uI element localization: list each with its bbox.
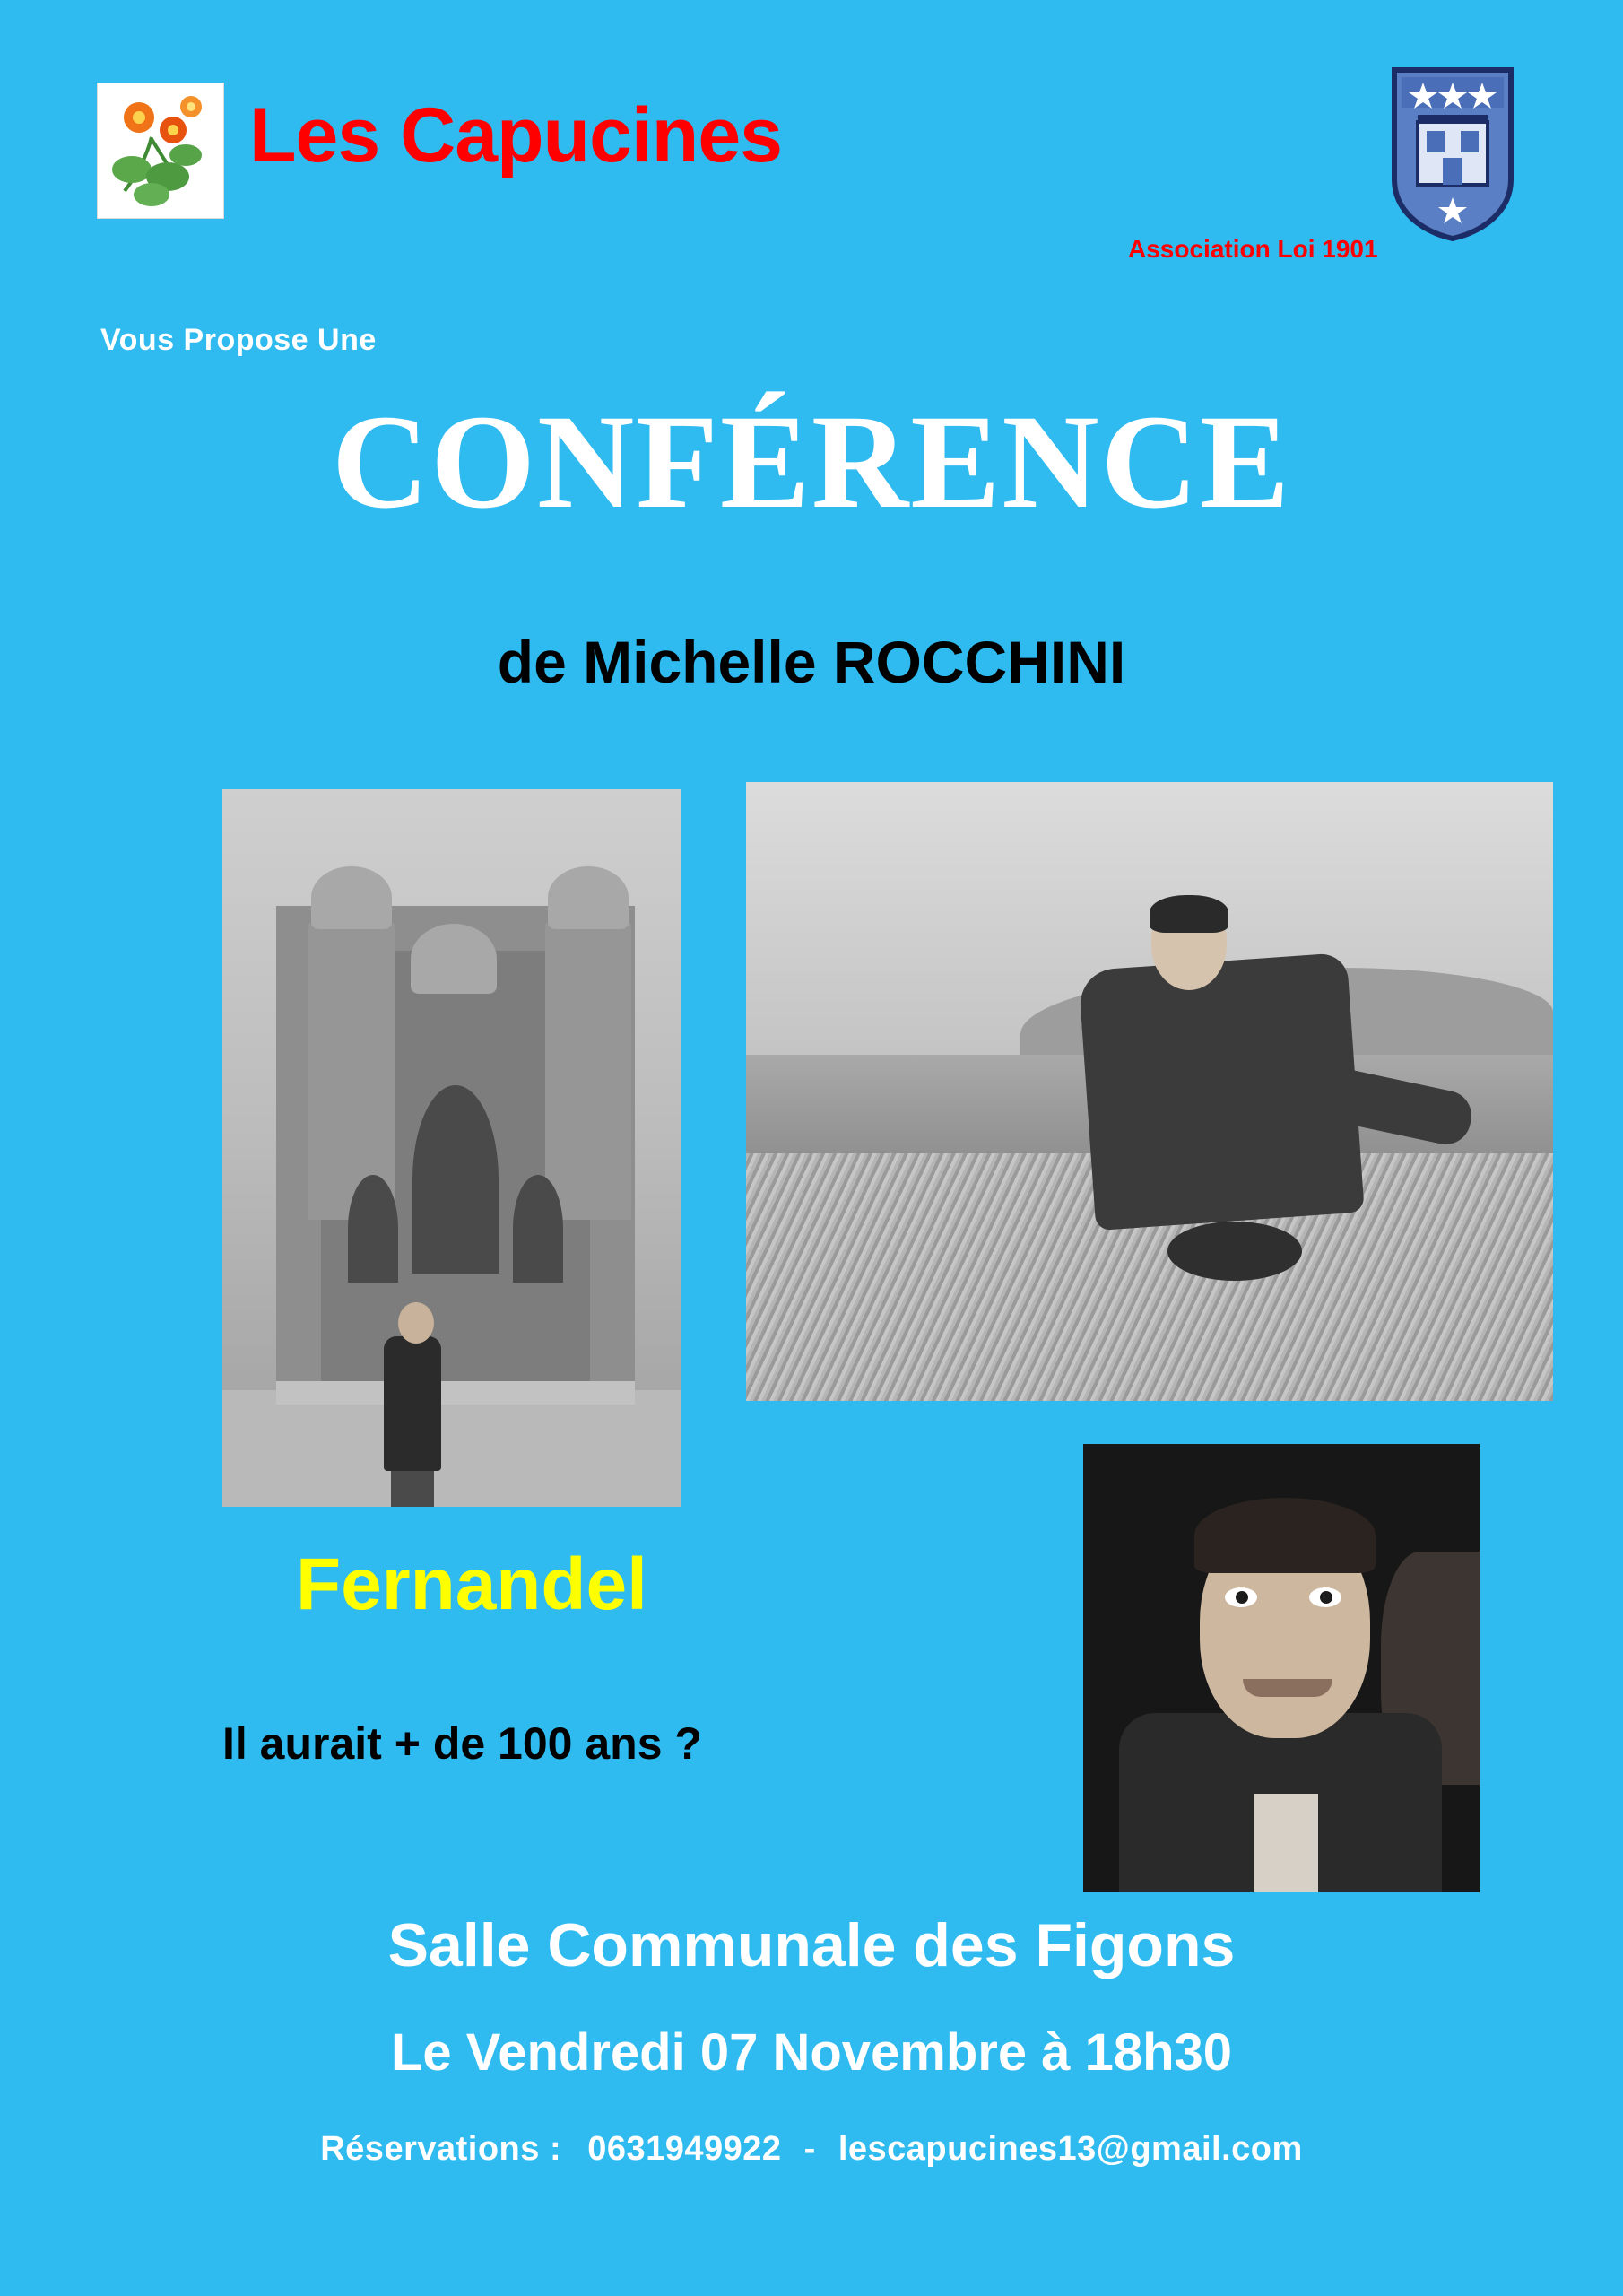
cathedral-side-arch-left — [348, 1175, 398, 1283]
portrait-pupil-right — [1320, 1591, 1332, 1604]
cathedral-tower-right — [545, 924, 631, 1220]
subject-name: Fernandel — [296, 1544, 647, 1625]
photo-cathedral — [222, 789, 681, 1507]
intro-line: Vous Propose Une — [100, 323, 377, 357]
portrait-hair — [1194, 1498, 1376, 1573]
cathedral-side-arch-right — [513, 1175, 563, 1283]
portrait-mouth — [1243, 1679, 1332, 1697]
portrait-shirt — [1254, 1794, 1318, 1892]
portrait-pupil-left — [1236, 1591, 1248, 1604]
photo-portrait — [1083, 1444, 1480, 1892]
reservations-email: lescapucines13@gmail.com — [838, 2130, 1303, 2168]
walking-man-body — [384, 1336, 441, 1471]
speaker-name: de Michelle ROCCHINI — [497, 629, 1126, 695]
venue-name: Salle Communale des Figons — [387, 1911, 1236, 1979]
blue-heraldic-shield-crest-icon — [1385, 63, 1520, 242]
organisation-subtitle: Association Loi 1901 — [1128, 235, 1378, 263]
organisation-name: Les Capucines — [249, 92, 782, 178]
cathedral-main-arch — [412, 1085, 499, 1274]
beach-man-hat — [1167, 1222, 1302, 1281]
cathedral-stairs — [276, 1381, 635, 1405]
cathedral-ground — [222, 1390, 681, 1507]
subject-tagline: Il aurait + de 100 ans ? — [222, 1718, 702, 1769]
walking-man-head — [398, 1302, 434, 1344]
association-logo — [97, 83, 224, 219]
cathedral-dome-right — [548, 866, 629, 929]
photo-beach — [746, 782, 1553, 1401]
nasturtium-flower-logo-icon — [98, 83, 223, 218]
page-title: CONFÉRENCE — [331, 387, 1292, 536]
beach-man-hair — [1150, 895, 1228, 933]
event-datetime: Le Vendredi 07 Novembre à 18h30 — [390, 2023, 1233, 2082]
poster-header — [0, 63, 1623, 263]
reservations-label: Réservations : — [320, 2130, 562, 2168]
cathedral-dome-left — [311, 866, 392, 929]
reservations-line — [0, 2130, 1623, 2169]
cathedral-dome-center — [411, 924, 497, 994]
reservations-separator: - — [803, 2130, 816, 2168]
cathedral-tower-left — [308, 924, 395, 1220]
reservations-phone: 0631949922 — [587, 2130, 782, 2168]
